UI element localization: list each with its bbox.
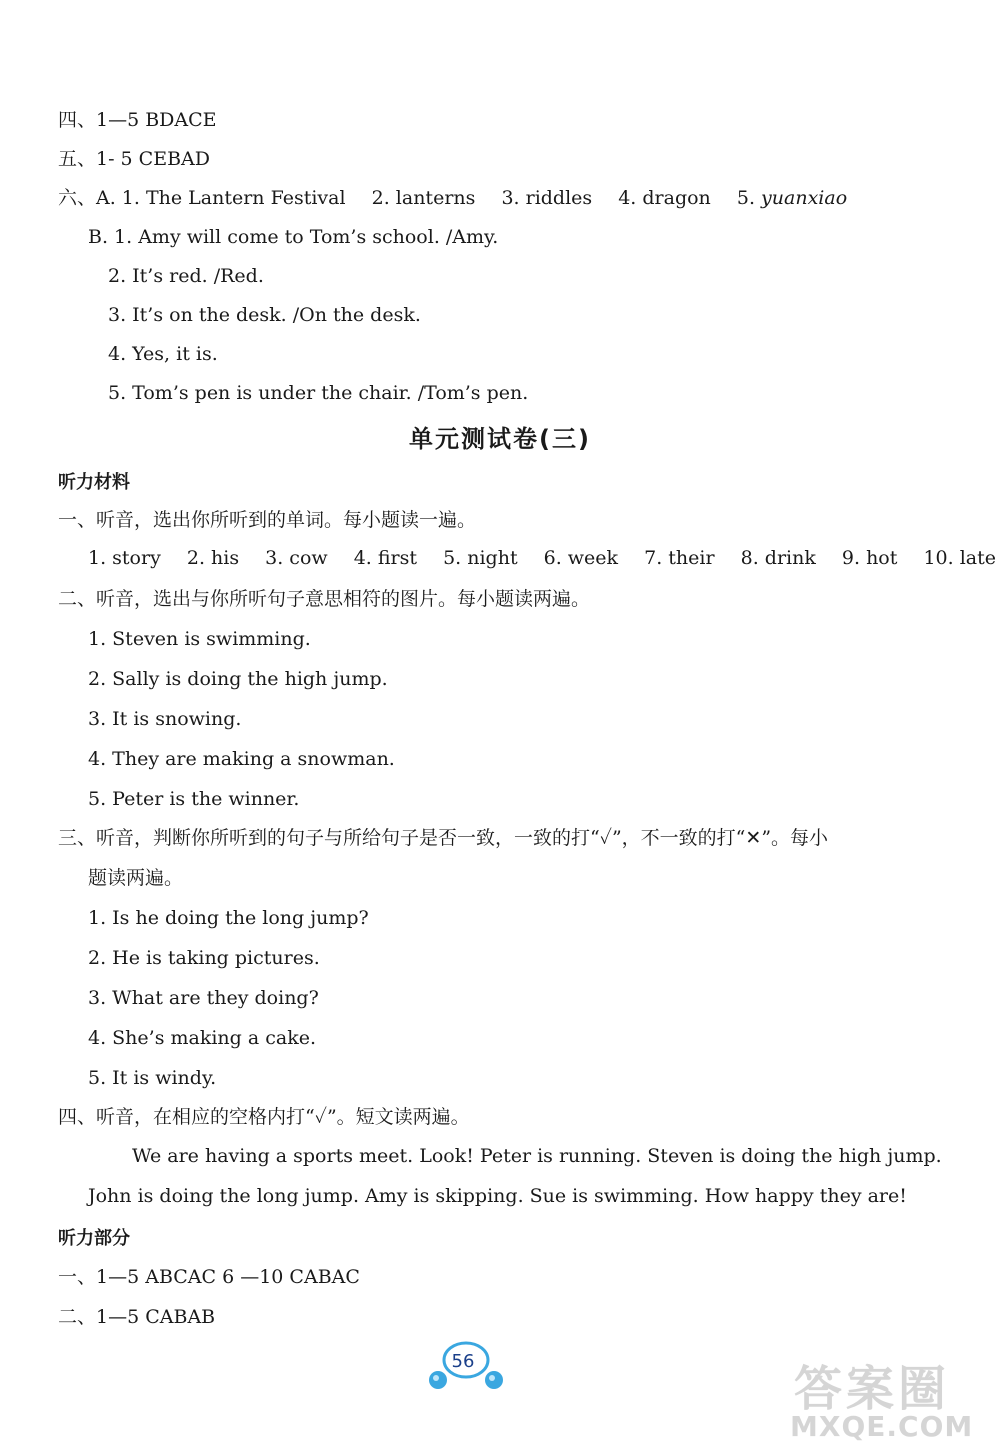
q1-word: 6. week xyxy=(543,547,619,569)
q1-word: 1. story xyxy=(88,547,161,569)
answer-6a-2: 2. lanterns xyxy=(371,187,476,209)
answer-6a-4: 4. dragon xyxy=(618,187,711,209)
answer-line-6a xyxy=(58,186,847,210)
q2-instruction: 二、听音，选出与你所听句子意思相符的图片。每小题读两遍。 xyxy=(58,588,591,610)
unit-test-title: 单元测试卷(三) xyxy=(409,425,591,453)
q1-word: 10. late xyxy=(923,547,996,569)
q2-item: 4. They are making a snowman. xyxy=(88,748,395,770)
q3-item: 5. It is windy. xyxy=(88,1067,217,1089)
watermark-logo-text: 答案圈 xyxy=(794,1361,951,1417)
q1-instruction: 一、听音，选出你所听到的单词。每小题读一遍。 xyxy=(58,509,477,531)
watermark-domain: MXQE.COM xyxy=(790,1410,974,1443)
q4-passage-line1: We are having a sports meet. Look! Peter is running. Steven is doing the high jump. xyxy=(132,1145,942,1167)
answer-6b-1: B. 1. Amy will come to Tom’s school. /Amy. xyxy=(88,226,499,248)
listening-answer-1: 一、1—5 ABCAC 6 —10 CABAC xyxy=(58,1266,360,1288)
q2-item: 1. Steven is swimming. xyxy=(88,628,311,650)
q2-item: 3. It is snowing. xyxy=(88,708,242,730)
answer-6b-5: 5. Tom’s pen is under the chair. /Tom’s pen. xyxy=(108,382,529,404)
q3-item: 3. What are they doing? xyxy=(88,987,319,1009)
q4-passage-line2: John is doing the long jump. Amy is skipping. Sue is swimming. How happy they are! xyxy=(88,1185,907,1207)
q3-item: 1. Is he doing the long jump? xyxy=(88,907,369,929)
answer-6b-4: 4. Yes, it is. xyxy=(108,343,218,365)
listening-material-heading: 听力材料 xyxy=(58,472,130,493)
q3-item: 4. She’s making a cake. xyxy=(88,1027,316,1049)
q3-instruction-line1: 三、听音，判断你所听到的句子与所给句子是否一致，一致的打“✓”，不一致的打“✕”。每小 xyxy=(58,827,829,849)
q1-word: 7. their xyxy=(644,547,715,569)
q1-word: 5. night xyxy=(443,547,518,569)
q1-word: 4. first xyxy=(353,547,418,569)
listening-answer-2: 二、1—5 CABAB xyxy=(58,1306,216,1328)
q1-word: 3. cow xyxy=(265,547,328,569)
q1-word-list xyxy=(88,546,996,570)
listening-part-heading: 听力部分 xyxy=(58,1228,130,1249)
q2-item: 5. Peter is the winner. xyxy=(88,788,300,810)
page-number: 56 xyxy=(451,1351,475,1372)
q3-item: 2. He is taking pictures. xyxy=(88,947,320,969)
q3-instruction-line2: 题读两遍。 xyxy=(88,867,184,889)
q2-item: 2. Sally is doing the high jump. xyxy=(88,668,388,690)
answer-6b-2: 2. It’s red. /Red. xyxy=(108,265,264,287)
answer-6a-3: 3. riddles xyxy=(501,187,593,209)
answer-6a-5-num: 5. xyxy=(736,187,755,209)
answer-6a-1: 六、A. 1. The Lantern Festival xyxy=(58,187,346,209)
answer-6b-3: 3. It’s on the desk. /On the desk. xyxy=(108,304,421,326)
q1-word: 8. drink xyxy=(740,547,816,569)
q4-instruction: 四、听音，在相应的空格内打“✓”。短文读两遍。 xyxy=(58,1106,470,1128)
q1-word: 2. his xyxy=(186,547,240,569)
answer-line-5: 五、1- 5 CEBAD xyxy=(58,148,211,170)
q1-word: 9. hot xyxy=(841,547,898,569)
answer-line-4: 四、1—5 BDACE xyxy=(58,109,217,131)
answer-6a-5-word: yuanxiao xyxy=(761,187,848,209)
site-watermark xyxy=(790,1350,995,1443)
